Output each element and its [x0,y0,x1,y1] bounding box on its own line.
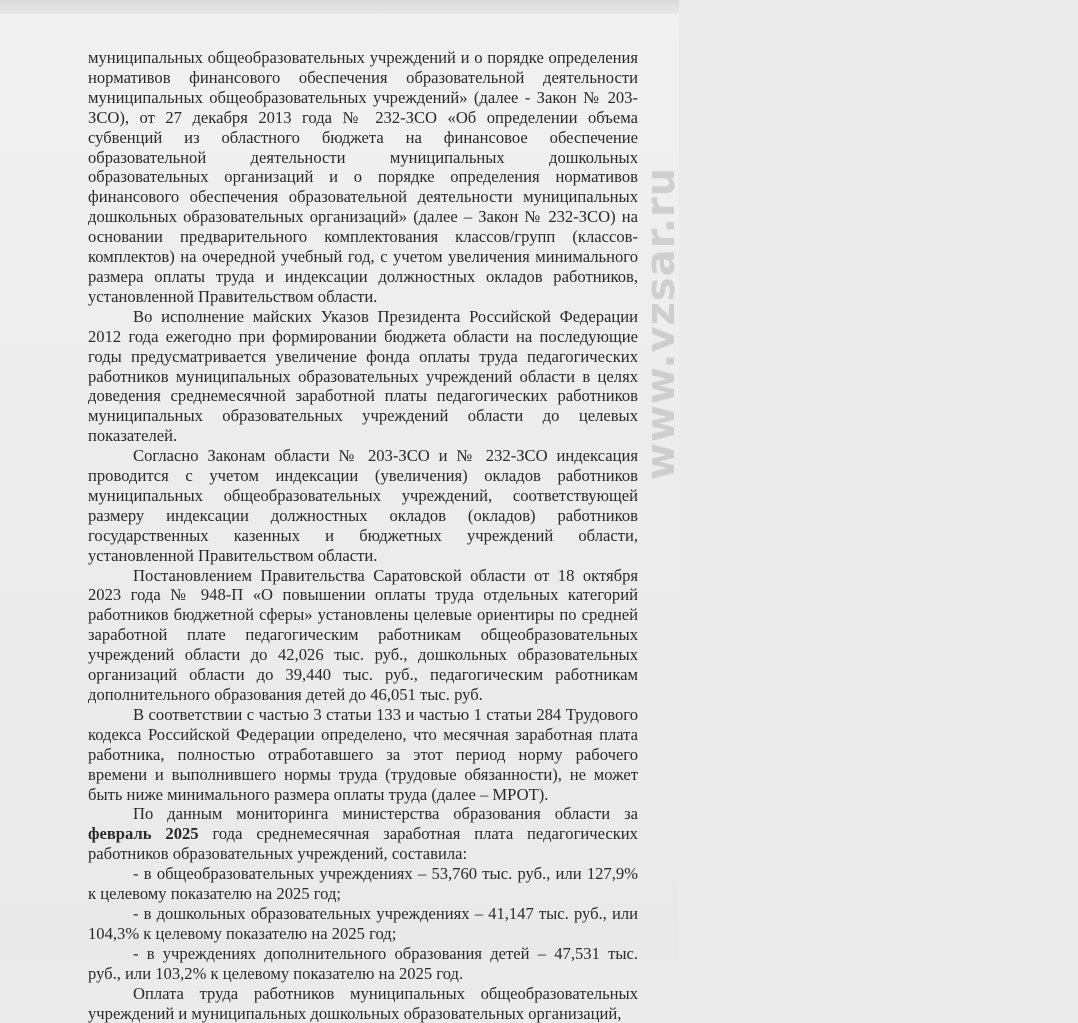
site-watermark: www.vzsar.ru [638,166,684,480]
paragraph-6-lead: По данным мониторинга министерства образования области за [133,804,638,824]
scan-top-edge [0,0,679,14]
paragraph-6-rest: года среднемесячная заработная плата педагогических работников образовательных учреждений, составила: [88,824,638,864]
list-item-general-education: - в общеобразовательных учреждениях – 53,760 тыс. руб., или 127,9% к целевому показателю на 2025 год; [88,864,638,904]
list-item-preschool: - в дошкольных образовательных учреждениях – 41,147 тыс. руб., или 104,3% к целевому показателю на 2025 год; [88,903,638,943]
paragraph-1: муниципальных общеобразовательных учреждений и о порядке определения нормативов финансового обеспечения образовательной деятельности муниципальных общеобразовательных учреждений» (далее - Закон № 203-ЗСО), от 27 декабря 2013 года № 232-ЗСО «Об определении объема субвенций из областного бюджета на финансовое обеспечение образовательной деятельности муниципальных дошкольных образовательных организаций и о порядке определения нормативов финансового обеспечения образовательной деятельности муниципальных дошкольных образовательных организаций» (далее – Закон № 232-ЗСО) на основании предварительного комплектования классов/групп (классов-комплектов) на очередной учебный год, с учетом увеличения минимального размера оплаты труда и индексации должностных окладов работников, установленной Правительством области. [88,48,638,306]
paragraph-3: Согласно Законам области № 203-ЗСО и № 232-ЗСО индексация проводится с учетом индексации (увеличения) окладов работников муниципальных общеобразовательных учреждений, соответствующей размеру индексации должностных окладов (окладов) работников государственных казенных и бюджетных учреждений области, установленной Правительством области. [88,446,638,565]
period-highlight: февраль 2025 [88,824,199,844]
paragraph-2: Во исполнение майских Указов Президента Российской Федерации 2012 года ежегодно при формировании бюджета области на последующие годы предусматривается увеличение фонда оплаты труда педагогических работников муниципальных образовательных учреждений области в целях доведения среднемесячной заработной платы педагогических работников муниципальных образовательных учреждений области до целевых показателей. [88,306,638,446]
paragraph-last: Оплата труда работников муниципальных общеобразовательных учреждений и муниципальных дошкольных образовательных организаций, [88,983,638,1023]
paragraph-4: Постановлением Правительства Саратовской области от 18 октября 2023 года № 948-П «О повышении оплаты труда отдельных категорий работников бюджетной сферы» установлены целевые ориентиры по средней заработной плате педагогическим работникам общеобразовательных учреждений области до 42,026 тыс. руб., дошкольных образовательных организаций области до 39,440 тыс. руб., педагогическим работникам дополнительного образования детей до 46,051 тыс. руб. [88,565,638,704]
paragraph-5: В соответствии с частью 3 статьи 133 и частью 1 статьи 284 Трудового кодекса Российской Федерации определено, что месячная заработная плата работника, полностью отработавшего за этот период норму рабочего времени и выполнившего нормы труда (трудовые обязанности), не может быть ниже минимального размера оплаты труда (далее – МРОТ). [88,704,638,804]
list-item-additional-education: - в учреждениях дополнительного образования детей – 47,531 тыс. руб., или 103,2% к целевому показателю на 2025 год. [88,943,638,983]
paragraph-6 [88,804,638,864]
document-body [88,48,638,1023]
